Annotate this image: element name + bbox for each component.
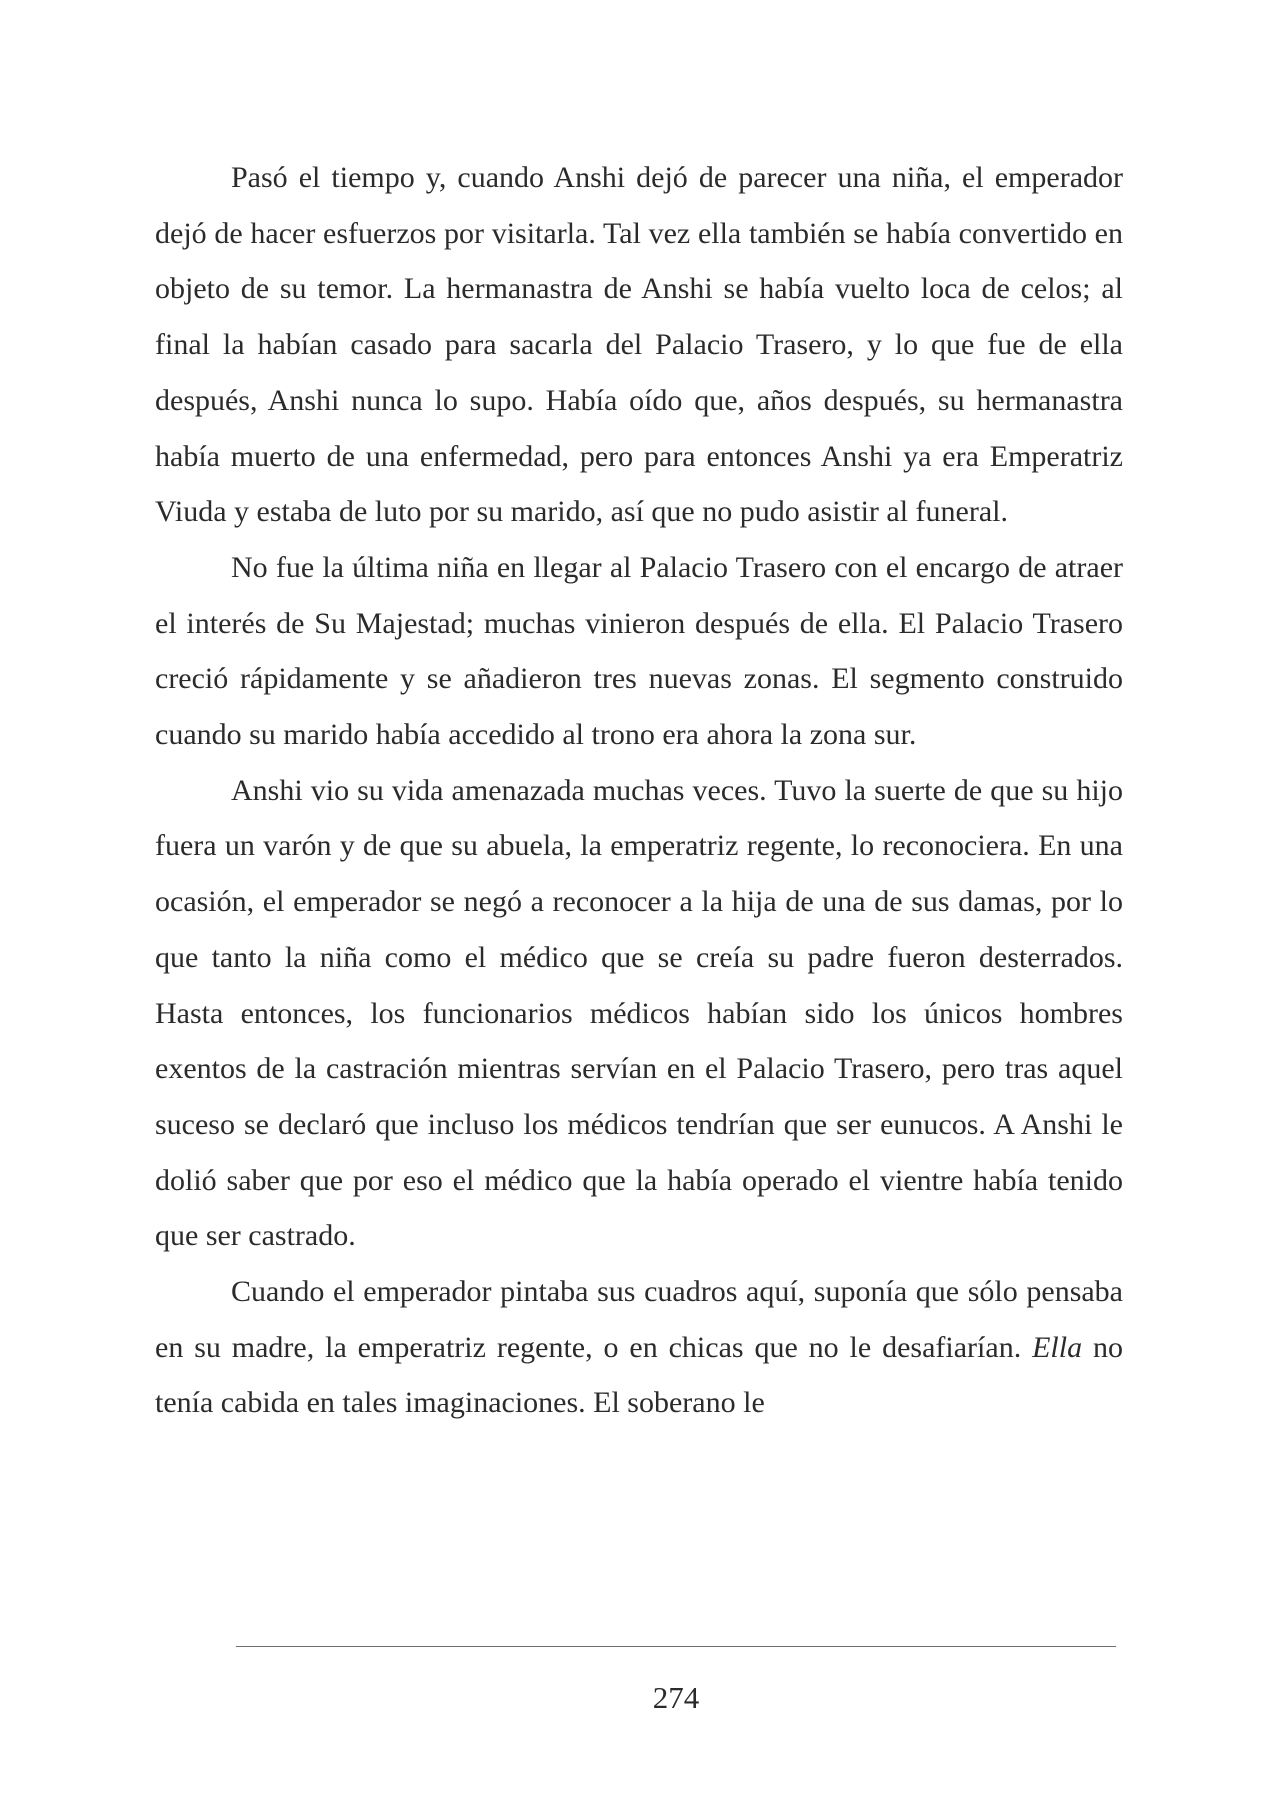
paragraph-3: Anshi vio su vida amenazada muchas veces. Tuvo la suerte de que su hijo fuera un varón y de que su abuela, la emperatriz regente, lo reconociera. En una ocasión, el emperador se negó a reconocer a la hija de una de sus damas, por lo que tanto la niña como el médico que se creía su padre fueron desterrados. Hasta entonces, los funcionarios médicos habían sido los únicos hombres exentos de la castración mientras servían en el Palacio Trasero, pero tras aquel suceso se declaró que incluso los médicos tendrían que ser eunucos. A Anshi le dolió saber que por eso el médico que la había operado el vientre había tenido que ser castrado. (155, 773, 1123, 1253)
page-body (155, 150, 1123, 1431)
paragraph-2: No fue la última niña en llegar al Palacio Trasero con el encargo de atraer el interés de Su Majestad; muchas vinieron después de ella. El Palacio Trasero creció rápidamente y se añadieron tres nuevas zonas. El segmento construido cuando su marido había accedido al trono era ahora la zona sur. (155, 550, 1123, 752)
paragraph-4-end: no tenía cabida en tales imaginaciones. El soberano le (155, 1330, 1123, 1420)
footer-divider (236, 1646, 1116, 1647)
paragraph-4 (155, 1264, 1123, 1431)
paragraph-4-start: Cuando el emperador pintaba sus cuadros aquí, suponía que sólo pensaba en su madre, la emperatriz regente, o en chicas que no le desafiarían. (155, 1275, 1123, 1364)
page-number: 274 (652, 1680, 700, 1715)
italic-word: Ella (1032, 1330, 1083, 1364)
paragraph-1: Pasó el tiempo y, cuando Anshi dejó de parecer una niña, el emperador dejó de hacer esfuerzos por visitarla. Tal vez ella también se había convertido en objeto de su temor. La hermanastra de Anshi se había vuelto loca de celos; al final la habían casado para sacarla del Palacio Trasero, y lo que fue de ella después, Anshi nunca lo supo. Había oído que, años después, su hermanastra había muerto de una enfermedad, pero para entonces Anshi ya era Emperatriz Viuda y estaba de luto por su marido, así que no pudo asistir al funeral. (155, 161, 1123, 529)
